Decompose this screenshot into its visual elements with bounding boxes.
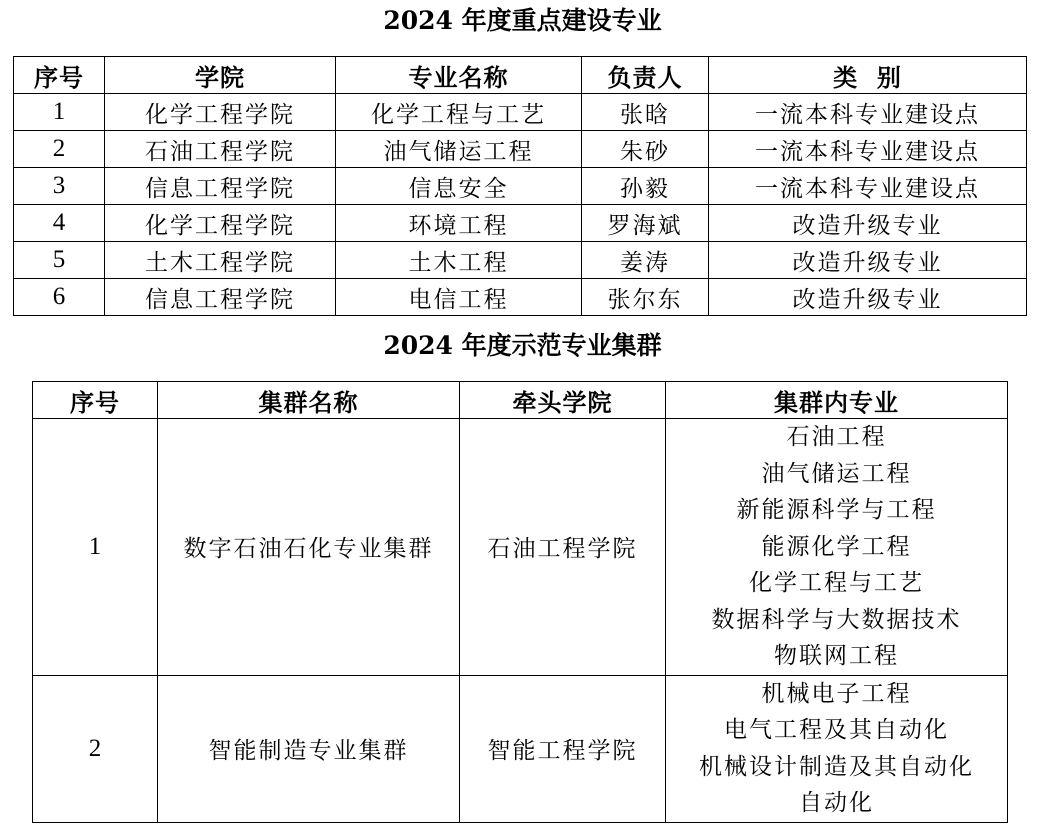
major-item: 机械设计制造及其自动化	[699, 753, 974, 780]
row-major: 环境工程	[336, 205, 582, 242]
header-index: 序号	[14, 57, 105, 94]
row-leader: 张尔东	[582, 279, 709, 316]
row-leader: 张晗	[582, 94, 709, 131]
row-index: 4	[14, 205, 105, 242]
row-major: 油气储运工程	[336, 131, 582, 168]
row-major: 土木工程	[336, 242, 582, 279]
row-index: 2	[14, 131, 105, 168]
table-header-row	[33, 382, 1008, 419]
row-leader: 姜涛	[582, 242, 709, 279]
table-row	[14, 131, 1027, 168]
row-majors-list	[666, 675, 1008, 822]
table-row	[14, 279, 1027, 316]
row-index: 6	[14, 279, 105, 316]
header-college: 学院	[105, 57, 336, 94]
header-major-name: 专业名称	[336, 57, 582, 94]
row-leader: 孙毅	[582, 168, 709, 205]
row-category: 改造升级专业	[709, 279, 1027, 316]
major-item: 石油工程	[786, 424, 887, 450]
header-category: 类 别	[709, 57, 1027, 94]
row-lead-college: 石油工程学院	[460, 419, 666, 676]
row-category: 一流本科专业建设点	[709, 131, 1027, 168]
row-college: 信息工程学院	[105, 279, 336, 316]
header-leader: 负责人	[582, 57, 709, 94]
row-leader: 朱砂	[582, 131, 709, 168]
header-index: 序号	[33, 382, 158, 419]
row-index: 2	[33, 675, 158, 822]
major-item: 能源化学工程	[761, 533, 912, 560]
table-row	[33, 419, 1008, 676]
row-college: 土木工程学院	[105, 242, 336, 279]
row-major: 化学工程与工艺	[336, 94, 582, 131]
major-item: 物联网工程	[774, 643, 899, 669]
major-item: 机械电子工程	[761, 680, 912, 707]
table-header-row	[14, 57, 1027, 94]
row-index: 3	[14, 168, 105, 205]
major-item: 数据科学与大数据技术	[711, 606, 962, 633]
major-item: 新能源科学与工程	[736, 497, 937, 523]
table2-title: 2024 年度示范专业集群	[383, 331, 662, 360]
major-item: 自动化	[799, 790, 874, 816]
row-college: 信息工程学院	[105, 168, 336, 205]
table-row	[14, 242, 1027, 279]
row-index: 1	[14, 94, 105, 131]
header-cluster-majors: 集群内专业	[666, 382, 1008, 419]
table-row	[14, 205, 1027, 242]
row-lead-college: 智能工程学院	[460, 675, 666, 822]
row-cluster-name: 智能制造专业集群	[158, 675, 460, 822]
table1-title: 2024 年度重点建设专业	[383, 6, 662, 35]
row-college: 石油工程学院	[105, 131, 336, 168]
row-majors-list	[666, 419, 1008, 676]
table-row	[14, 94, 1027, 131]
major-item: 油气储运工程	[761, 460, 912, 487]
key-majors-table	[13, 56, 1027, 316]
table-row	[33, 675, 1008, 822]
header-lead-college: 牵头学院	[460, 382, 666, 419]
row-category: 一流本科专业建设点	[709, 94, 1027, 131]
row-major: 信息安全	[336, 168, 582, 205]
row-index: 1	[33, 419, 158, 676]
table-row	[14, 168, 1027, 205]
row-category: 改造升级专业	[709, 205, 1027, 242]
row-index: 5	[14, 242, 105, 279]
cluster-table	[32, 381, 1008, 823]
major-item: 电气工程及其自动化	[724, 717, 949, 743]
row-college: 化学工程学院	[105, 205, 336, 242]
major-item: 化学工程与工艺	[749, 570, 924, 596]
row-category: 一流本科专业建设点	[709, 168, 1027, 205]
row-leader: 罗海斌	[582, 205, 709, 242]
row-category: 改造升级专业	[709, 242, 1027, 279]
header-cluster-name: 集群名称	[158, 382, 460, 419]
row-major: 电信工程	[336, 279, 582, 316]
row-cluster-name: 数字石油石化专业集群	[158, 419, 460, 676]
row-college: 化学工程学院	[105, 94, 336, 131]
